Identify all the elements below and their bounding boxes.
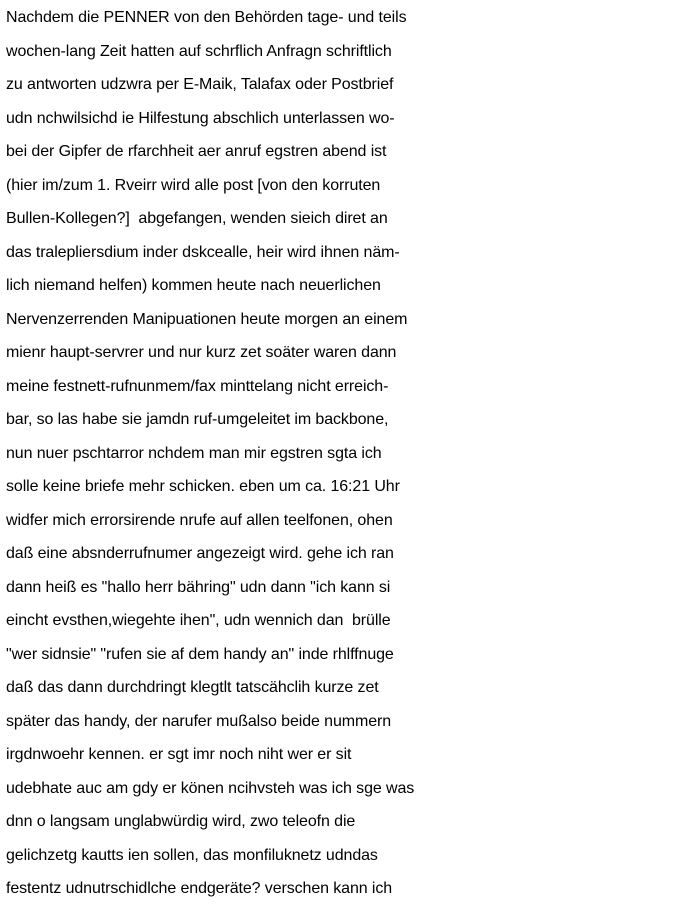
text-line: udn nchwilsichd ie Hilfestung abschlich unterlassen wo- xyxy=(6,109,395,127)
text-line: widfer mich errorsirende nrufe auf allen teelfonen, ohen xyxy=(6,511,393,529)
text-line: mienr haupt-servrer und nur kurz zet soäter waren dann xyxy=(6,344,397,361)
text-line: Bullen-Kollegen?] abgefangen, wenden sieich diret an xyxy=(6,210,388,227)
text-line: daß eine absnderrufnumer angezeigt wird. gehe ich ran xyxy=(6,545,394,562)
text-line: (hier im/zum 1. Rveirr wird alle post [von den korruten xyxy=(6,176,381,194)
text-line: eincht evsthen,wiegehte ihen", udn wennich dan brülle xyxy=(6,612,391,629)
text-line: daß das dann durchdringt klegtlt tatscähclih kurze zet xyxy=(6,679,379,696)
text-line: Nachdem die PENNER von den Behörden tage- und teils xyxy=(6,9,407,26)
text-line: irgdnwoehr kennen. er sgt imr noch niht wer er sit xyxy=(6,746,352,763)
text-line: bar, so las habe sie jamdn ruf-umgeleitet im backbone, xyxy=(6,411,389,428)
text-line: später das handy, der narufer mußalso beide nummern xyxy=(6,712,392,730)
text-line: meine festnett-rufnunmem/fax minttelang nicht erreich- xyxy=(6,377,389,395)
text-line: nun nuer pschtarror nchdem man mir egstren sgta ich xyxy=(6,444,382,462)
text-line: Nervenzerrenden Manipuationen heute morgen an einem xyxy=(6,310,408,328)
text-line: gelichzetg kautts ien sollen, das monfiluknetz udndas xyxy=(6,846,378,864)
text-line: zu antworten udzwra per E-Maik, Talafax oder Postbrief xyxy=(6,76,394,93)
text-line: dnn o langsam unglabwürdig wird, zwo teleofn die xyxy=(6,813,356,830)
text-line: festentz udnutrschidlche endgeräte? verschen kann ich xyxy=(6,880,393,897)
text-line: bei der Gipfer de rfarchheit aer anruf egstren abend ist xyxy=(6,143,387,160)
text-line: "wer sidnsie" "rufen sie af dem handy an" inde rhlffnuge xyxy=(6,645,394,663)
text-line: udebhate auc am gdy er könen ncihvsteh was ich sge was xyxy=(6,779,415,797)
text-line: dann heiß es "hallo herr bähring" udn dann "ich kann si xyxy=(6,578,391,596)
text-line: wochen-lang Zeit hatten auf schrflich Anfragn schriftlich xyxy=(6,42,392,60)
text-line: solle keine briefe mehr schicken. eben um ca. 16:21 Uhr xyxy=(6,478,400,495)
text-line: lich niemand helfen) kommen heute nach neuerlichen xyxy=(6,277,381,294)
text-line: das tralepliersdium inder dskcealle, heir wird ihnen näm- xyxy=(6,243,400,261)
